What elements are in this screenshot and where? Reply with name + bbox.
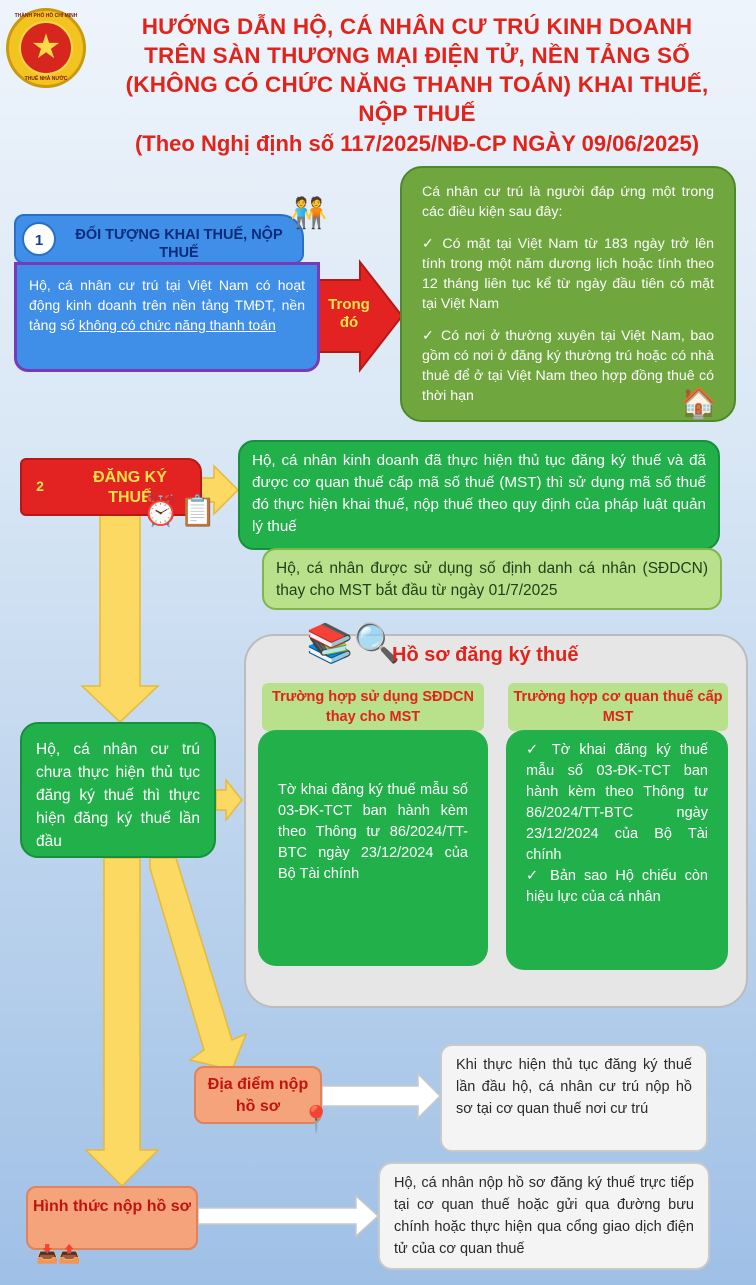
resident-definition-card xyxy=(400,166,736,422)
location-label: Địa điểm nộp hồ sơ xyxy=(194,1066,322,1124)
section1-heading: ĐỐI TƯỢNG KHAI THUẾ, NỘP THUẾ xyxy=(75,227,283,261)
case2-item-2: ✓ Bản sao Hộ chiếu còn hiệu lực của cá nhân xyxy=(526,868,708,905)
clock-clipboard-icon: ⏰📋 xyxy=(142,495,217,528)
dossier-title: Hồ sơ đăng ký thuế xyxy=(392,644,579,666)
title-line-2: TRÊN SÀN THƯƠNG MẠI ĐIỆN TỬ, NỀN TẢNG SỐ xyxy=(144,43,690,68)
section1-body-underlined: không có chức năng thanh toán xyxy=(78,317,276,333)
registered-box: Hộ, cá nhân kinh doanh đã thực hiện thủ tục đăng ký thuế và đã được cơ quan thuế cấp mã số thuế (MST) thì sử dụng mã số thuế đó thực hiện khai thuế, nộp thuế theo quy định của pháp luật quản lý thuế xyxy=(238,440,720,550)
folders-magnifier-icon: 📚🔍 xyxy=(306,623,401,665)
tax-logo xyxy=(6,8,86,88)
case2-content xyxy=(506,730,728,970)
section1-number: 1 xyxy=(22,222,56,256)
trongdo-label: Trong đó xyxy=(328,296,370,331)
section1-header xyxy=(14,214,304,264)
arrow-down-to-step3 xyxy=(82,515,158,722)
people-icon: 🧑‍🤝‍🧑 xyxy=(290,197,328,230)
logo-text-top: THÀNH PHỐ HỒ CHÍ MINH xyxy=(14,13,78,19)
arrow-right-method xyxy=(198,1196,378,1236)
submission-icons: 📥📤 xyxy=(36,1244,81,1264)
house-icon: 🏠 xyxy=(680,387,718,420)
resident-condition-1: ✓ Có mặt tại Việt Nam từ 183 ngày trở lên tính trong một năm dương lịch hoặc tính theo 12 tháng liên tục kể từ ngày đầu tiên có mặt tại Việt Nam xyxy=(422,236,714,312)
case1-content: Tờ khai đăng ký thuế mẫu số 03-ĐK-TCT ban hành kèm theo Thông tư 86/2024/TT-BTC ngày 23/12/2024 của Bộ Tài chính xyxy=(258,730,488,966)
case2-label: Trường hợp cơ quan thuế cấp MST xyxy=(508,683,728,731)
arrow-right-dossier xyxy=(216,780,242,820)
title-line-1: HƯỚNG DẪN HỘ, CÁ NHÂN CƯ TRÚ KINH DOANH xyxy=(141,14,693,39)
map-pin-icon: 📍 xyxy=(300,1104,333,1134)
resident-intro: Cá nhân cư trú là người đáp ứng một trong các điều kiện sau đây: xyxy=(422,184,714,220)
title-line-4: NỘP THUẾ xyxy=(358,101,476,126)
method-text: Hộ, cá nhân nộp hồ sơ đăng ký thuế trực tiếp tại cơ quan thuế hoặc gửi qua đường bưu chính hoặc thực hiện qua cổng giao dịch điện tử của cơ quan thuế xyxy=(378,1162,710,1270)
sddcn-box: Hộ, cá nhân được sử dụng số định danh cá nhân (SĐDCN) thay cho MST bắt đầu từ ngày 01/7/2025 xyxy=(262,548,722,610)
page-title xyxy=(92,12,742,128)
case1-label: Trường hợp sử dụng SĐDCN thay cho MST xyxy=(262,683,484,731)
arrow-diag-location xyxy=(150,858,246,1070)
section1-body xyxy=(14,262,320,372)
logo-text-bottom: THUẾ NHÀ NƯỚC xyxy=(24,76,68,82)
section1-body-text: Hộ, cá nhân cư trú tại Việt Nam có hoạt động kinh doanh trên nền tảng TMĐT, nền tảng số xyxy=(29,277,305,333)
section2-heading: ĐĂNG KÝ THUẾ xyxy=(93,469,167,506)
unregistered-box: Hộ, cá nhân cư trú chưa thực hiện thủ tục đăng ký thuế thì thực hiện đăng ký thuế lần đầu xyxy=(20,722,216,858)
case2-item-1: ✓ Tờ khai đăng ký thuế mẫu số 03-ĐK-TCT ban hành kèm theo Thông tư 86/2024/TT-BTC ngày 23/12/2024 của Bộ Tài chính xyxy=(526,742,708,863)
method-label: Hình thức nộp hồ sơ xyxy=(26,1186,198,1250)
arrow-right-location xyxy=(322,1074,440,1118)
arrow-down-method xyxy=(86,858,158,1186)
resident-condition-2: ✓ Có nơi ở thường xuyên tại Việt Nam, bao gồm có nơi ở đăng ký thường trú hoặc có nhà thuê để ở tại Việt Nam theo hợp đồng thuê có thời hạn xyxy=(422,328,714,404)
title-line-3: (KHÔNG CÓ CHỨC NĂNG THANH TOÁN) KHAI THUẾ, xyxy=(125,72,709,97)
page-subtitle: (Theo Nghị định số 117/2025/NĐ-CP NGÀY 09/06/2025) xyxy=(134,131,700,156)
location-text: Khi thực hiện thủ tục đăng ký thuế lần đầu hộ, cá nhân cư trú nộp hồ sơ tại cơ quan thuế nơi cư trú xyxy=(440,1044,708,1152)
section2-number: 2 xyxy=(36,478,44,494)
star-icon: ★ xyxy=(19,21,73,75)
